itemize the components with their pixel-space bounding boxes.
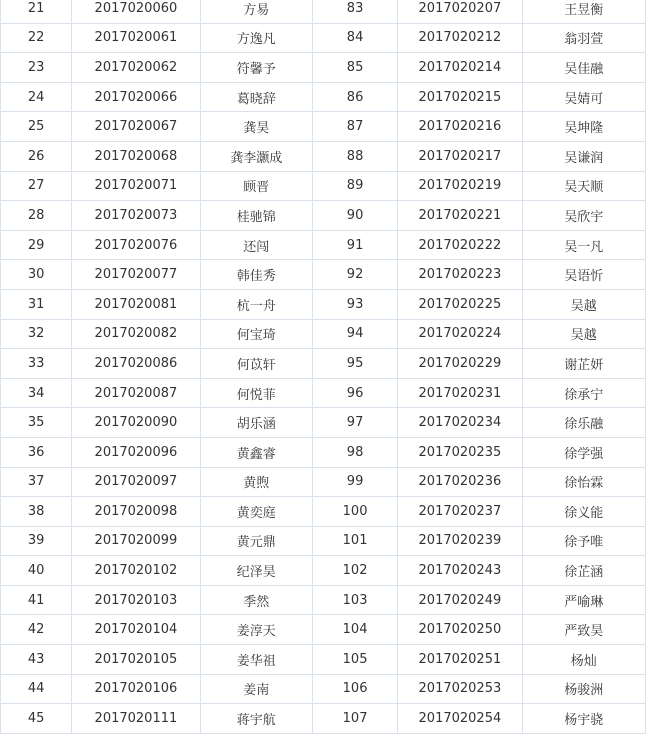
table-row bbox=[1, 201, 646, 231]
row-number-right-cell: 90 bbox=[312, 201, 397, 231]
row-number-left-cell: 40 bbox=[1, 556, 72, 586]
row-number-left-cell: 27 bbox=[1, 171, 72, 201]
student-name-left-cell: 何苡轩 bbox=[200, 349, 312, 379]
student-id-left-cell: 2017020103 bbox=[72, 585, 200, 615]
row-number-right-cell: 106 bbox=[312, 674, 397, 704]
row-number-left-cell: 26 bbox=[1, 141, 72, 171]
row-number-left-cell: 42 bbox=[1, 615, 72, 645]
row-number-left-cell: 45 bbox=[1, 704, 72, 734]
student-id-left-cell: 2017020086 bbox=[72, 349, 200, 379]
table-row bbox=[1, 526, 646, 556]
table-row bbox=[1, 497, 646, 527]
student-id-left-cell: 2017020077 bbox=[72, 260, 200, 290]
student-id-left-cell: 2017020102 bbox=[72, 556, 200, 586]
student-name-left-cell: 姜淳天 bbox=[200, 615, 312, 645]
row-number-left-cell: 32 bbox=[1, 319, 72, 349]
table-row bbox=[1, 645, 646, 675]
student-name-left-cell: 何悦菲 bbox=[200, 378, 312, 408]
student-name-right-cell: 吴婧可 bbox=[522, 82, 645, 112]
student-name-left-cell: 方易 bbox=[200, 0, 312, 23]
table-row bbox=[1, 319, 646, 349]
student-name-right-cell: 徐怡霖 bbox=[522, 467, 645, 497]
table-row bbox=[1, 112, 646, 142]
student-id-left-cell: 2017020073 bbox=[72, 201, 200, 231]
table-row bbox=[1, 378, 646, 408]
student-name-left-cell: 顾晋 bbox=[200, 171, 312, 201]
student-id-left-cell: 2017020097 bbox=[72, 467, 200, 497]
student-id-right-cell: 2017020215 bbox=[398, 82, 522, 112]
row-number-right-cell: 87 bbox=[312, 112, 397, 142]
student-id-left-cell: 2017020061 bbox=[72, 23, 200, 53]
student-name-left-cell: 纪泽昊 bbox=[200, 556, 312, 586]
row-number-left-cell: 37 bbox=[1, 467, 72, 497]
row-number-left-cell: 28 bbox=[1, 201, 72, 231]
row-number-left-cell: 38 bbox=[1, 497, 72, 527]
row-number-left-cell: 29 bbox=[1, 230, 72, 260]
table-row bbox=[1, 230, 646, 260]
table-row bbox=[1, 289, 646, 319]
row-number-right-cell: 94 bbox=[312, 319, 397, 349]
student-name-left-cell: 方逸凡 bbox=[200, 23, 312, 53]
student-id-left-cell: 2017020087 bbox=[72, 378, 200, 408]
row-number-left-cell: 35 bbox=[1, 408, 72, 438]
row-number-right-cell: 88 bbox=[312, 141, 397, 171]
row-number-right-cell: 101 bbox=[312, 526, 397, 556]
student-name-left-cell: 何宝琦 bbox=[200, 319, 312, 349]
table-row bbox=[1, 556, 646, 586]
student-id-left-cell: 2017020106 bbox=[72, 674, 200, 704]
student-name-right-cell: 吴天顺 bbox=[522, 171, 645, 201]
student-name-right-cell: 吴语忻 bbox=[522, 260, 645, 290]
student-name-right-cell: 杨宇骁 bbox=[522, 704, 645, 734]
row-number-left-cell: 43 bbox=[1, 645, 72, 675]
student-name-right-cell: 徐学强 bbox=[522, 437, 645, 467]
row-number-left-cell: 34 bbox=[1, 378, 72, 408]
student-id-right-cell: 2017020224 bbox=[398, 319, 522, 349]
row-number-right-cell: 89 bbox=[312, 171, 397, 201]
student-id-right-cell: 2017020251 bbox=[398, 645, 522, 675]
student-id-right-cell: 2017020239 bbox=[398, 526, 522, 556]
student-name-right-cell: 徐义能 bbox=[522, 497, 645, 527]
student-name-right-cell: 翁羽萱 bbox=[522, 23, 645, 53]
row-number-right-cell: 107 bbox=[312, 704, 397, 734]
student-id-right-cell: 2017020216 bbox=[398, 112, 522, 142]
student-name-left-cell: 黄奕庭 bbox=[200, 497, 312, 527]
row-number-right-cell: 91 bbox=[312, 230, 397, 260]
student-name-left-cell: 龚李灏成 bbox=[200, 141, 312, 171]
student-name-right-cell: 吴谦润 bbox=[522, 141, 645, 171]
student-name-right-cell: 严喻琳 bbox=[522, 585, 645, 615]
table-body bbox=[1, 0, 646, 733]
student-name-right-cell: 徐芷涵 bbox=[522, 556, 645, 586]
student-name-right-cell: 吴佳融 bbox=[522, 53, 645, 83]
student-id-right-cell: 2017020221 bbox=[398, 201, 522, 231]
row-number-left-cell: 25 bbox=[1, 112, 72, 142]
student-id-right-cell: 2017020217 bbox=[398, 141, 522, 171]
row-number-left-cell: 36 bbox=[1, 437, 72, 467]
student-name-left-cell: 韩佳秀 bbox=[200, 260, 312, 290]
student-name-left-cell: 姜华祖 bbox=[200, 645, 312, 675]
student-id-right-cell: 2017020223 bbox=[398, 260, 522, 290]
student-id-right-cell: 2017020250 bbox=[398, 615, 522, 645]
table-row bbox=[1, 615, 646, 645]
student-id-left-cell: 2017020081 bbox=[72, 289, 200, 319]
student-id-right-cell: 2017020231 bbox=[398, 378, 522, 408]
row-number-left-cell: 41 bbox=[1, 585, 72, 615]
table-row bbox=[1, 437, 646, 467]
row-number-right-cell: 103 bbox=[312, 585, 397, 615]
row-number-right-cell: 102 bbox=[312, 556, 397, 586]
student-name-left-cell: 蒋宇航 bbox=[200, 704, 312, 734]
student-id-right-cell: 2017020243 bbox=[398, 556, 522, 586]
student-id-left-cell: 2017020076 bbox=[72, 230, 200, 260]
row-number-right-cell: 92 bbox=[312, 260, 397, 290]
student-name-left-cell: 龚昊 bbox=[200, 112, 312, 142]
student-id-left-cell: 2017020068 bbox=[72, 141, 200, 171]
student-id-left-cell: 2017020111 bbox=[72, 704, 200, 734]
row-number-left-cell: 23 bbox=[1, 53, 72, 83]
row-number-right-cell: 86 bbox=[312, 82, 397, 112]
table-row bbox=[1, 408, 646, 438]
student-id-right-cell: 2017020225 bbox=[398, 289, 522, 319]
row-number-left-cell: 30 bbox=[1, 260, 72, 290]
table-row bbox=[1, 53, 646, 83]
student-id-right-cell: 2017020219 bbox=[398, 171, 522, 201]
student-name-right-cell: 吴欣宇 bbox=[522, 201, 645, 231]
row-number-right-cell: 97 bbox=[312, 408, 397, 438]
student-name-right-cell: 吴越 bbox=[522, 289, 645, 319]
row-number-right-cell: 95 bbox=[312, 349, 397, 379]
student-name-left-cell: 桂驰锦 bbox=[200, 201, 312, 231]
student-name-left-cell: 姜南 bbox=[200, 674, 312, 704]
row-number-left-cell: 21 bbox=[1, 0, 72, 23]
student-name-right-cell: 徐承宁 bbox=[522, 378, 645, 408]
student-id-left-cell: 2017020099 bbox=[72, 526, 200, 556]
student-id-right-cell: 2017020212 bbox=[398, 23, 522, 53]
student-id-right-cell: 2017020249 bbox=[398, 585, 522, 615]
student-id-right-cell: 2017020229 bbox=[398, 349, 522, 379]
student-id-left-cell: 2017020090 bbox=[72, 408, 200, 438]
student-id-right-cell: 2017020235 bbox=[398, 437, 522, 467]
student-name-right-cell: 杨骏洲 bbox=[522, 674, 645, 704]
table-row bbox=[1, 349, 646, 379]
student-name-right-cell: 王昱衡 bbox=[522, 0, 645, 23]
row-number-right-cell: 98 bbox=[312, 437, 397, 467]
student-id-right-cell: 2017020214 bbox=[398, 53, 522, 83]
student-id-right-cell: 2017020253 bbox=[398, 674, 522, 704]
table-row bbox=[1, 467, 646, 497]
student-name-right-cell: 严致昊 bbox=[522, 615, 645, 645]
row-number-right-cell: 85 bbox=[312, 53, 397, 83]
table-row bbox=[1, 23, 646, 53]
student-id-left-cell: 2017020060 bbox=[72, 0, 200, 23]
student-id-right-cell: 2017020236 bbox=[398, 467, 522, 497]
row-number-right-cell: 83 bbox=[312, 0, 397, 23]
student-name-right-cell: 杨灿 bbox=[522, 645, 645, 675]
student-id-right-cell: 2017020207 bbox=[398, 0, 522, 23]
student-name-left-cell: 胡乐涵 bbox=[200, 408, 312, 438]
table-row bbox=[1, 704, 646, 734]
student-id-right-cell: 2017020237 bbox=[398, 497, 522, 527]
table-row bbox=[1, 585, 646, 615]
row-number-left-cell: 22 bbox=[1, 23, 72, 53]
student-name-right-cell: 吴坤隆 bbox=[522, 112, 645, 142]
row-number-right-cell: 93 bbox=[312, 289, 397, 319]
table-row bbox=[1, 0, 646, 23]
row-number-left-cell: 24 bbox=[1, 82, 72, 112]
student-name-left-cell: 葛晓辞 bbox=[200, 82, 312, 112]
student-id-left-cell: 2017020066 bbox=[72, 82, 200, 112]
table-row bbox=[1, 260, 646, 290]
row-number-left-cell: 39 bbox=[1, 526, 72, 556]
row-number-right-cell: 100 bbox=[312, 497, 397, 527]
student-id-left-cell: 2017020082 bbox=[72, 319, 200, 349]
table-row bbox=[1, 171, 646, 201]
student-id-right-cell: 2017020234 bbox=[398, 408, 522, 438]
row-number-left-cell: 33 bbox=[1, 349, 72, 379]
student-name-right-cell: 谢芷妍 bbox=[522, 349, 645, 379]
student-id-left-cell: 2017020067 bbox=[72, 112, 200, 142]
row-number-right-cell: 96 bbox=[312, 378, 397, 408]
student-name-left-cell: 杭一舟 bbox=[200, 289, 312, 319]
student-name-left-cell: 黄煦 bbox=[200, 467, 312, 497]
table-row bbox=[1, 674, 646, 704]
student-name-right-cell: 徐乐融 bbox=[522, 408, 645, 438]
row-number-left-cell: 31 bbox=[1, 289, 72, 319]
student-name-right-cell: 吴一凡 bbox=[522, 230, 645, 260]
student-name-left-cell: 黄元鼎 bbox=[200, 526, 312, 556]
student-id-right-cell: 2017020254 bbox=[398, 704, 522, 734]
student-name-right-cell: 徐予唯 bbox=[522, 526, 645, 556]
student-id-left-cell: 2017020104 bbox=[72, 615, 200, 645]
table-row bbox=[1, 141, 646, 171]
student-id-right-cell: 2017020222 bbox=[398, 230, 522, 260]
student-id-left-cell: 2017020071 bbox=[72, 171, 200, 201]
student-id-left-cell: 2017020062 bbox=[72, 53, 200, 83]
student-name-left-cell: 还闯 bbox=[200, 230, 312, 260]
row-number-right-cell: 99 bbox=[312, 467, 397, 497]
student-name-left-cell: 符馨予 bbox=[200, 53, 312, 83]
row-number-right-cell: 84 bbox=[312, 23, 397, 53]
table-row bbox=[1, 82, 646, 112]
student-id-left-cell: 2017020105 bbox=[72, 645, 200, 675]
row-number-right-cell: 105 bbox=[312, 645, 397, 675]
row-number-right-cell: 104 bbox=[312, 615, 397, 645]
student-name-left-cell: 黄鑫睿 bbox=[200, 437, 312, 467]
student-name-left-cell: 季然 bbox=[200, 585, 312, 615]
student-id-left-cell: 2017020096 bbox=[72, 437, 200, 467]
row-number-left-cell: 44 bbox=[1, 674, 72, 704]
student-id-left-cell: 2017020098 bbox=[72, 497, 200, 527]
student-name-right-cell: 吴越 bbox=[522, 319, 645, 349]
